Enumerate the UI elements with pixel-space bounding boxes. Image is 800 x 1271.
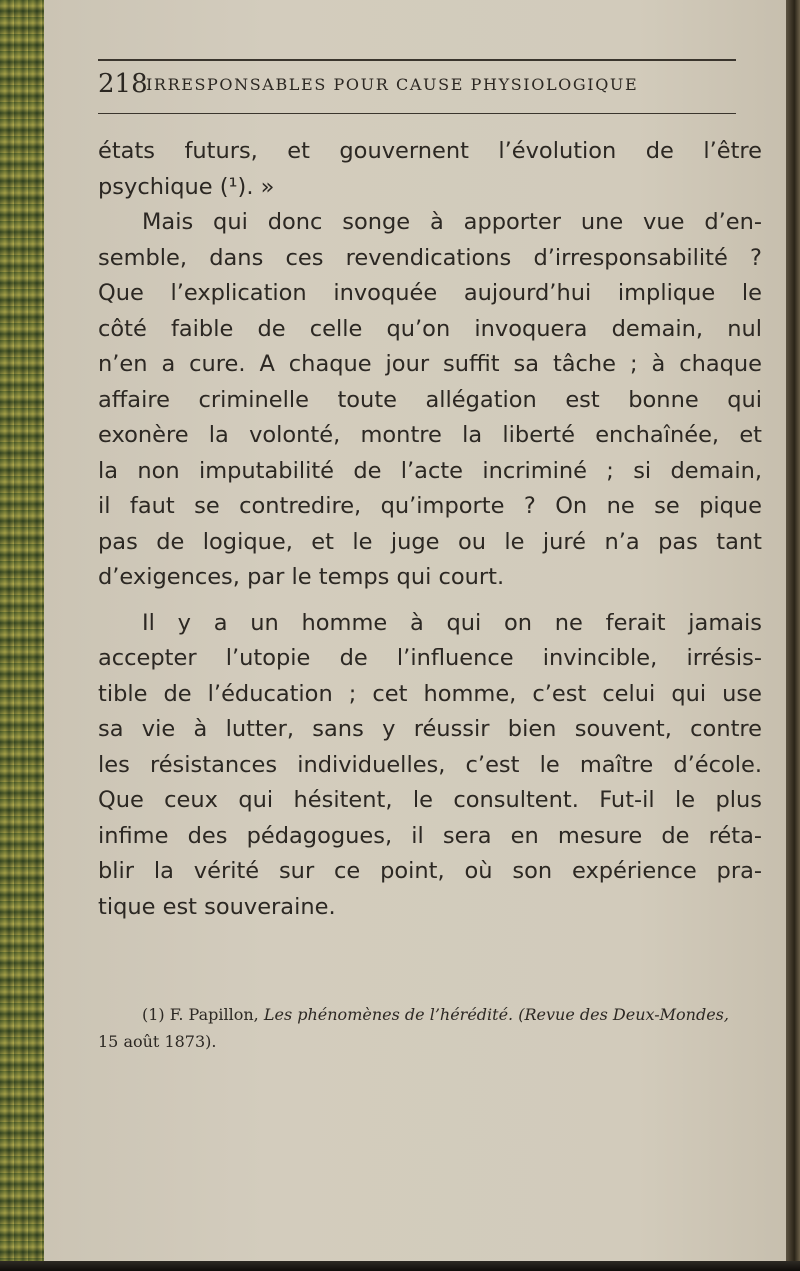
text-line: Que l’explication invoquée aujourd’hui implique le — [98, 280, 762, 306]
text-line: accepter l’utopie de l’influence invincible, irrésis- — [98, 645, 762, 671]
body-text — [98, 134, 770, 925]
footnote-author: F. Papillon, — [169, 1005, 259, 1024]
text-line: exonère la volonté, montre la liberté enchaînée, et — [98, 422, 762, 448]
text-line: affaire criminelle toute allégation est bonne qui — [98, 386, 762, 413]
left-binding-edge — [0, 0, 44, 1271]
text-line: d’exigences, par le temps qui court. — [98, 564, 505, 590]
text-line: il faut se contredire, qu’importe ? On ne se pique — [98, 493, 762, 519]
page-header — [98, 67, 736, 107]
text-line: tible de l’éducation ; cet homme, c’est celui qui use — [98, 680, 762, 707]
footnote-title: Les phénomènes de l’hérédité. — [263, 1005, 514, 1024]
text-line: les résistances individuelles, c’est le maître d’école. — [98, 751, 762, 778]
running-head: IRRESPONSABLES POUR CAUSE PHYSIOLOGIQUE — [146, 75, 639, 94]
text-line: Il y a un homme à qui on ne ferait jamais — [142, 609, 762, 636]
text-line: sa vie à lutter, sans y réussir bien souvent, contre — [98, 716, 762, 742]
footnote-date: 15 août 1873). — [98, 1032, 217, 1051]
text-line: Mais qui donc songe à apporter une vue d’en- — [142, 209, 762, 235]
text-line: côté faible de celle qu’on invoquera demain, nul — [98, 315, 762, 342]
text-line: blir la vérité sur ce point, où son expérience pra- — [98, 858, 762, 884]
page-number: 218 — [98, 69, 148, 99]
footnote-line — [98, 1001, 758, 1028]
text-line: tique est souveraine. — [98, 893, 336, 920]
bottom-page-edge — [0, 1261, 800, 1271]
text-line: états futurs, et gouvernent l’évolution de l’être — [98, 138, 762, 164]
header-top-rule — [98, 59, 736, 61]
footnote-marker: (1) — [142, 1005, 165, 1024]
text-line: n’en a cure. A chaque jour suffit sa tâche ; à chaque — [98, 351, 762, 377]
header-bottom-rule — [98, 113, 736, 114]
text-line: semble, dans ces revendications d’irresponsabilité ? — [98, 244, 762, 271]
text-line: Que ceux qui hésitent, le consultent. Fut-il le plus — [98, 787, 762, 813]
text-line: infime des pédagogues, il sera en mesure de réta- — [98, 822, 762, 849]
text-line: pas de logique, et le juge ou le juré n’a pas tant — [98, 528, 762, 555]
text-line: la non imputabilité de l’acte incriminé ; si demain, — [98, 457, 762, 484]
footnote-source: (Revue des Deux-Mondes, — [518, 1005, 729, 1024]
footnote — [98, 1001, 758, 1055]
text-line: psychique (¹). » — [98, 173, 275, 200]
right-binding-edge — [786, 0, 800, 1271]
